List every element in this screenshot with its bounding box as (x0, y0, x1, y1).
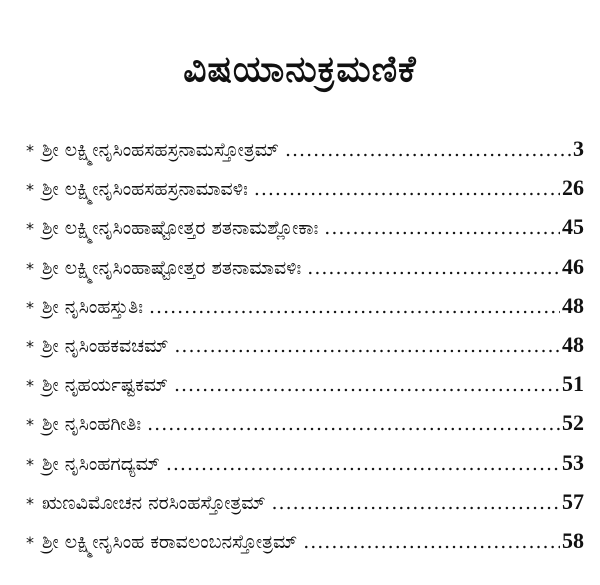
bullet-star: * (26, 493, 34, 513)
dot-leader (272, 492, 560, 514)
entry-title: ಋಣವಿಮೋಚನ ನರಸಿಂಹಸ್ತೋತ್ರಮ್ (42, 491, 266, 514)
page-number: 3 (573, 136, 584, 161)
toc-entry (26, 332, 584, 371)
entry-title: ಶ್ರೀ ಲಕ್ಷ್ಮೀನೃಸಿಂಹಾಷ್ಟೋತ್ತರ ಶತನಾಮಶ್ಲೋಕಾಃ (42, 217, 319, 240)
page-number: 48 (562, 331, 584, 357)
toc-entry (26, 450, 584, 489)
page-number: 58 (562, 527, 584, 553)
entry-title: ಶ್ರೀ ಲಕ್ಷ್ಮೀನೃಸಿಂಹ ಕರಾವಲಂಬನಸ್ತೋತ್ರಮ್ (42, 530, 298, 553)
page-number: 51 (562, 371, 584, 397)
toc-entry (26, 254, 584, 293)
toc-entry (26, 528, 584, 567)
toc-entry (26, 410, 584, 449)
entry-title: ಶ್ರೀ ನೃಸಿಂಹಸ್ತುತಿಃ (42, 295, 143, 318)
toc-entry (26, 175, 584, 214)
page-number: 48 (562, 292, 584, 318)
toc-entry (26, 136, 584, 175)
toc-entry (26, 293, 584, 332)
bullet-star: * (26, 454, 34, 474)
dot-leader (285, 139, 571, 161)
page-number: 26 (562, 175, 584, 201)
bullet-star: * (26, 376, 34, 396)
entry-title: ಶ್ರೀ ಲಕ್ಷ್ಮೀನೃಸಿಂಹಾಷ್ಟೋತ್ತರ ಶತನಾಮಾವಳಿಃ (42, 256, 302, 279)
bullet-star: * (26, 141, 34, 160)
dot-leader (149, 296, 560, 318)
page-number: 45 (562, 214, 584, 240)
bullet-star: * (26, 258, 34, 278)
toc-entry (26, 214, 584, 253)
bullet-star: * (26, 297, 34, 317)
page-number: 53 (562, 449, 584, 475)
dot-leader (307, 257, 560, 279)
page-number: 57 (562, 488, 584, 514)
bullet-star: * (26, 336, 34, 356)
dot-leader (324, 217, 560, 239)
page-title: ವಿಷಯಾನುಕ್ರಮಣಿಕೆ (183, 48, 417, 90)
entry-title: ಶ್ರೀ ಲಕ್ಷ್ಮೀನೃಸಿಂಹಸಹಸ್ರನಾಮಸ್ತೋತ್ರಮ್ (42, 139, 279, 161)
entry-title: ಶ್ರೀ ನೃಹರ್ಯಷ್ಟಕಮ್ (42, 374, 168, 397)
entry-title: ಶ್ರೀ ನೃಸಿಂಹಗದ್ಯಮ್ (42, 452, 160, 475)
dot-leader (174, 374, 560, 396)
dot-leader (166, 453, 560, 475)
entry-title: ಶ್ರೀ ನೃಸಿಂಹಗೀತಿಃ (42, 413, 142, 436)
bullet-star: * (26, 532, 34, 552)
page-number: 52 (562, 410, 584, 436)
table-of-contents (26, 136, 584, 567)
toc-entry (26, 371, 584, 410)
dot-leader (254, 178, 560, 200)
toc-entry (26, 489, 584, 528)
entry-title: ಶ್ರೀ ಲಕ್ಷ್ಮೀನೃಸಿಂಹಸಹಸ್ರನಾಮಾವಳಿಃ (42, 178, 248, 201)
dot-leader (147, 413, 560, 435)
bullet-star: * (26, 219, 34, 239)
dot-leader (174, 335, 560, 357)
bullet-star: * (26, 180, 34, 200)
dot-leader (303, 531, 560, 553)
page-number: 46 (562, 253, 584, 279)
bullet-star: * (26, 415, 34, 435)
entry-title: ಶ್ರೀ ನೃಸಿಂಹಕವಚಮ್ (42, 334, 169, 357)
